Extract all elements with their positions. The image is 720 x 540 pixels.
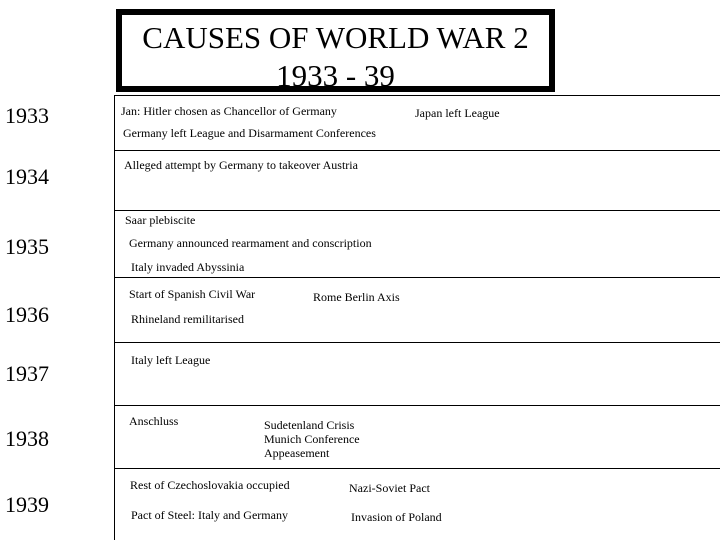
event-hitler-chancellor: Jan: Hitler chosen as Chancellor of Germany: [121, 104, 337, 118]
title-box: [116, 9, 555, 92]
year-label-1933: 1933: [5, 103, 49, 128]
year-label-1937: 1937: [5, 361, 49, 386]
year-label-1939: 1939: [5, 492, 49, 517]
event-spanish-civil-war: Start of Spanish Civil War: [129, 287, 256, 301]
event-appeasement: Appeasement: [264, 446, 330, 460]
event-saar-plebiscite: Saar plebiscite: [125, 213, 196, 227]
event-rome-berlin-axis: Rome Berlin Axis: [313, 290, 400, 304]
event-italy-left-league: Italy left League: [131, 353, 211, 367]
row-divider-1936: [114, 277, 720, 278]
page-subtitle-dates: 1933 - 39: [276, 58, 395, 93]
page-title: CAUSES OF WORLD WAR 2: [142, 20, 529, 55]
row-divider-1935: [114, 210, 720, 211]
event-italy-invaded-abyssinia: Italy invaded Abyssinia: [131, 260, 245, 274]
row-divider-top: [114, 95, 720, 96]
event-anschluss: Anschluss: [129, 414, 179, 428]
event-munich-conference: Munich Conference: [264, 432, 360, 446]
event-nazi-soviet-pact: Nazi-Soviet Pact: [349, 481, 430, 495]
year-label-1934: 1934: [5, 164, 49, 189]
event-sudetenland-crisis: Sudetenland Crisis: [264, 418, 355, 432]
event-invasion-of-poland: Invasion of Poland: [351, 510, 442, 524]
event-pact-of-steel: Pact of Steel: Italy and Germany: [131, 508, 288, 522]
event-germany-left-league: Germany left League and Disarmament Conferences: [123, 126, 376, 140]
event-austria-takeover-attempt: Alleged attempt by Germany to takeover Austria: [124, 158, 358, 172]
year-label-1938: 1938: [5, 426, 49, 451]
year-label-1935: 1935: [5, 234, 49, 259]
row-divider-1939: [114, 468, 720, 469]
event-japan-left-league: Japan left League: [415, 106, 500, 120]
row-divider-1934: [114, 150, 720, 151]
row-divider-1938: [114, 405, 720, 406]
timeline-divider-vertical: [114, 95, 115, 540]
event-rhineland-remilitarised: Rhineland remilitarised: [131, 312, 244, 326]
event-germany-rearmament: Germany announced rearmament and conscription: [129, 236, 372, 250]
row-divider-1937: [114, 342, 720, 343]
year-label-1936: 1936: [5, 302, 49, 327]
event-czechoslovakia-occupied: Rest of Czechoslovakia occupied: [130, 478, 290, 492]
